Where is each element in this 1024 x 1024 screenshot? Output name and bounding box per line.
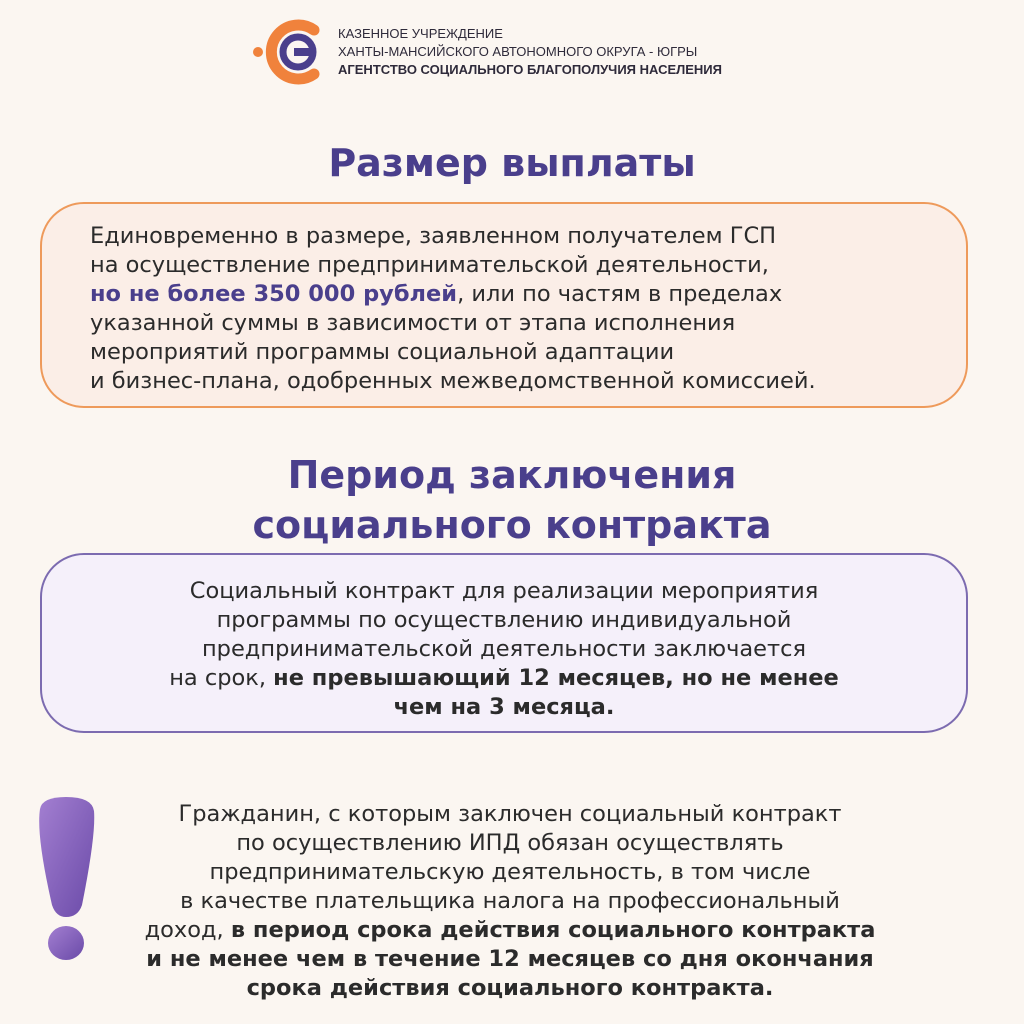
payment-limit-highlight: но не более 350 000 рублей: [90, 281, 458, 307]
payment-size-title: Размер выплаты: [328, 141, 696, 185]
payment-line-6: и бизнес-плана, одобренных межведомственной комиссией.: [90, 368, 816, 394]
contract-line-5: чем на 3 месяца.: [393, 694, 615, 720]
payment-line-4: указанной суммы в зависимости от этапа исполнения: [90, 310, 736, 336]
contract-line-3: предпринимательской деятельности заключается: [201, 636, 807, 662]
note-line-6: и не менее чем в течение 12 месяцев со дня окончания: [146, 946, 874, 972]
note-line-2: по осуществлению ИПД обязан осуществлять: [236, 830, 784, 856]
org-line-2: ХАНТЫ-МАНСИЙСКОГО АВТОНОМНОГО ОКРУГА - ЮГРЫ: [338, 44, 698, 59]
payment-line-2: на осуществление предпринимательской деятельности,: [90, 252, 769, 278]
contract-line-2: программы по осуществлению индивидуальной: [216, 607, 792, 633]
exclamation-icon: [26, 795, 108, 965]
note-line-5-plain: доход,: [144, 917, 231, 943]
contract-line-1: Социальный контракт для реализации мероприятия: [189, 578, 819, 604]
note-line-4: в качестве плательщика налога на профессиональный: [180, 888, 840, 914]
header: [250, 16, 722, 88]
note-line-7: срока действия социального контракта.: [246, 975, 774, 1001]
org-line-1: КАЗЕННОЕ УЧРЕЖДЕНИЕ: [338, 26, 503, 41]
contract-period-title: [0, 450, 1024, 550]
contract-period-box: [40, 553, 968, 733]
organization-name: [338, 25, 722, 79]
note-line-3: предпринимательскую деятельность, в том числе: [209, 859, 811, 885]
contract-line-4-bold: не превышающий 12 месяцев, но не менее: [273, 665, 839, 691]
contract-period-title-line-1: Период заключения: [287, 453, 737, 497]
agency-logo: [250, 16, 332, 88]
org-line-3: АГЕНТСТВО СОЦИАЛЬНОГО БЛАГОПОЛУЧИЯ НАСЕЛЕНИЯ: [338, 62, 722, 77]
note-line-5: [100, 916, 920, 945]
payment-line-3-rest: , или по частям в пределах: [457, 281, 783, 307]
note-line-5-bold: в период срока действия социального контракта: [230, 917, 876, 943]
contract-line-4: [62, 664, 946, 693]
note-line-1: Гражданин, с которым заключен социальный контракт: [178, 801, 842, 827]
payment-line-1: Единовременно в размере, заявленном получателем ГСП: [90, 223, 777, 249]
payment-line-5: мероприятий программы социальной адаптации: [90, 339, 675, 365]
obligation-note: [100, 800, 920, 1003]
payment-line-3: [90, 280, 946, 309]
payment-size-box: [40, 202, 968, 408]
contract-line-4-plain: на срок,: [169, 665, 274, 691]
contract-period-title-line-2: социального контракта: [252, 503, 772, 547]
